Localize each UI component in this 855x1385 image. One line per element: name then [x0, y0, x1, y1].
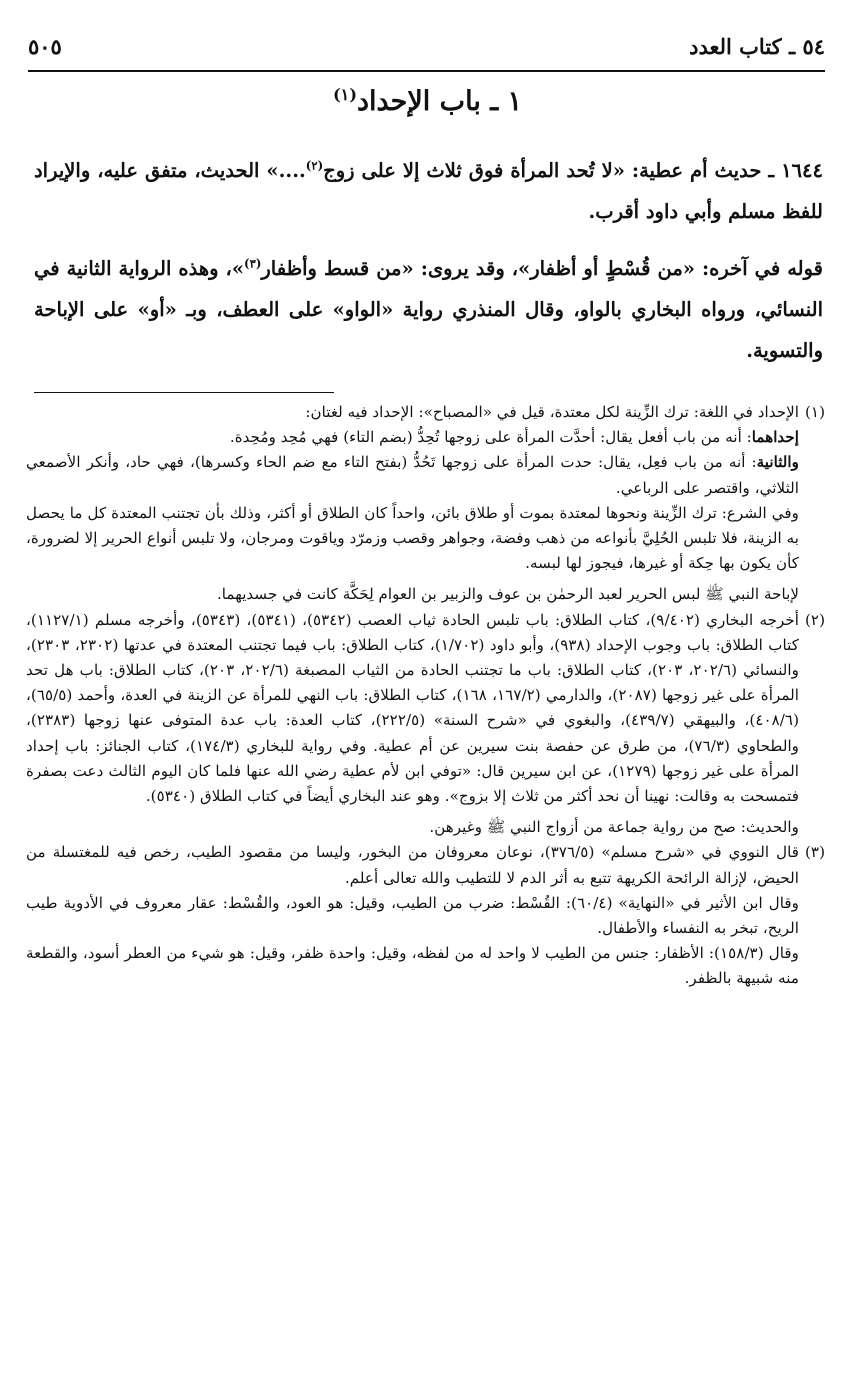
- main-text: [34, 150, 823, 371]
- footnote-ref: (١): [332, 85, 357, 104]
- commentary-text-a: قوله في آخره: «من قُسْطٍ أو أظفار»، وقد يروى: «من قسط وأظفار: [261, 257, 824, 280]
- chapter-title-text: ١ ـ باب الإحداد: [356, 86, 523, 117]
- footnote-separator: [34, 392, 334, 393]
- header-rule: [28, 70, 825, 72]
- hadith-text-b: ....» الحديث، متفق عليه، والإيراد للفظ مسلم وأبي داود أقرب.: [34, 159, 823, 223]
- footnote-ref: (٢): [305, 158, 324, 173]
- commentary-paragraph: [34, 248, 823, 371]
- footnote-text: [26, 450, 799, 500]
- footnote-text: أخرجه البخاري (٩/٤٠٢)، كتاب الطلاق: باب تلبس الحادة ثياب العصب (٥٣٤٢)، (٥٣٤١)، (٥٣٤٣)، وأخرجه مسلم (١١٢٧/١)، كتاب الطلاق: باب وجوب الإحداد (٩٣٨)، وأبو داود (١/٧٠٢)، كتاب الطلاق: باب فيما تجتنب المعتدة في عدتها (٢٣٠٢، ٢٣٠٣)، والنسائي (٢٠٢/٦، ٢٠٣)، كتاب الطلاق: باب ما تجتنب الحادة من الثياب المصبغة (٢٠٢/٦، ٢٠٣)، كتاب الطلاق: باب هل تحد المرأة على غير زوجها (٢٠٨٧)، والدارمي (١٦٧/٢، ١٦٨)، كتاب الطلاق: باب النهي للمرأة عن الزينة في العدة، وأحمد (٦٥/٥)، (٤٠٨/٦)، والبيهقي (٤٣٩/٧)، والبغوي في «شرح السنة» (٢٢٢/٥)، كتاب العدة: باب عدة المتوفى عنها زوجها (٢٣٨٣)، والطحاوي (٧٦/٣)، من طرق عن حفصة بنت سيرين عن أم عطية. وفي رواية للبخاري (١٧٤/٣)، كتاب الجنائز: باب إحداد المرأة على غير زوجها (١٢٧٩)، عن ابن سيرين قال: «توفي ابن لأم عطية رضي الله عنها فلما كان اليوم الثالث دعت بصفرة فتمسحت به وقالت: نهينا أن نحد أكثر من ثلاث إلا بزوج». وهو عند البخاري أيضاً في كتاب الطلاق (٥٣٤٠).: [26, 610, 800, 806]
- page-header: [28, 30, 825, 70]
- footnote-mark: (١): [804, 403, 825, 421]
- footnote-1: [26, 400, 825, 608]
- footnote-text: قال النووي في «شرح مسلم» (٣٧٦/٥)، نوعان معروفان من البخور، وليسا من مقصود الطيب، رخص فيه للمغتسلة من الحيض، لإزالة الرائحة الكريهة تتبع به أثر الدم لا للتطيب والله تعالى أعلم.: [26, 843, 799, 887]
- hadith-paragraph: [34, 150, 823, 232]
- footnote-text: والحديث: صح من رواية جماعة من أزواج النبي ﷺ وغيرهن.: [429, 818, 799, 837]
- hadith-text-a: ـ حديث أم عطية: «لا تُحد المرأة فوق ثلاث إلا على زوج: [323, 159, 782, 182]
- footnote-mark: (٢): [804, 610, 825, 629]
- footnote-ref: (٣): [244, 256, 262, 271]
- footnote-mark: (٣): [804, 843, 825, 862]
- running-title: ٥٤ ـ كتاب العدد: [689, 34, 825, 59]
- commentary-text-b: »، وهذه الرواية الثانية في النسائي، ورواه البخاري بالواو، وقال المنذري رواية «الواو» على العطف، وبـ «أو» على الإباحة والتسوية.: [34, 257, 823, 362]
- hadith-number: ١٦٤٤: [781, 159, 823, 182]
- footnotes: [26, 400, 825, 992]
- footnote-text: وفي الشرع: ترك الزِّينة ونحوها لمعتدة بموت أو طلاق بائن، واحداً كان الطلاق أو أكثر، وذلك بأن تجتنب المعتدة كل ما يحصل به الزينة، فلا تلبس الحُلِيَّ بأنواعه من ذهب وفضة، وجواهر وقصب وزمرّد وياقوت ومرجان، ولا تلبس أنواع الحرير إلا لضرورة، كأن يكون بها حِكة أو غيرها، فيجوز لها لبسه.: [26, 503, 799, 573]
- page-number: ٥٠٥: [28, 34, 62, 59]
- chapter-title: [0, 86, 855, 117]
- footnote-lead: والثانية: [756, 453, 799, 472]
- footnote-text-span: : أنه من باب أفعل يقال: أحدَّت المرأة على زوجها تُحِدُّ (بضم التاء) فهي مُحِد ومُحِدة.: [229, 428, 752, 447]
- footnote-text: [26, 425, 799, 450]
- footnote-3: [26, 840, 825, 991]
- footnote-text-span: : أنه من باب فعِل، يقال: حدت المرأة على زوجها تَحُدُّ (بفتح التاء مع ضم الحاء وكسرها)، فهي حاد، وأنكر الأصمعي الثلاثي، واقتصر على الرباعي.: [26, 453, 799, 497]
- footnote-lead: إحداهما: [751, 428, 799, 447]
- footnote-text: الإحداد في اللغة: ترك الزِّينة لكل معتدة، قيل في «المصباح»: الإحداد فيه لغتان:: [305, 403, 799, 421]
- footnote-text: وقال (١٥٨/٣): الأظفار: جنس من الطيب لا واحد له من لفظه، وقيل: واحدة ظفر، وقيل: هو شيء من العطر أسود، والقطعة منه شبيهة بالظفر.: [26, 944, 799, 988]
- footnote-text: وقال ابن الأثير في «النهاية» (٦٠/٤): القُسْط: ضرب من الطيب، وقيل: هو العود، والقُسْط: عقار معروف في الأدوية طيب الريح، تبخر به النفساء والأطفال.: [26, 893, 799, 938]
- footnote-2: [26, 608, 825, 841]
- footnote-text: لإباحة النبي ﷺ لبس الحرير لعبد الرحمٰن بن عوف والزبير بن العوام لِحَكَّة كانت في جسديهما.: [216, 585, 799, 604]
